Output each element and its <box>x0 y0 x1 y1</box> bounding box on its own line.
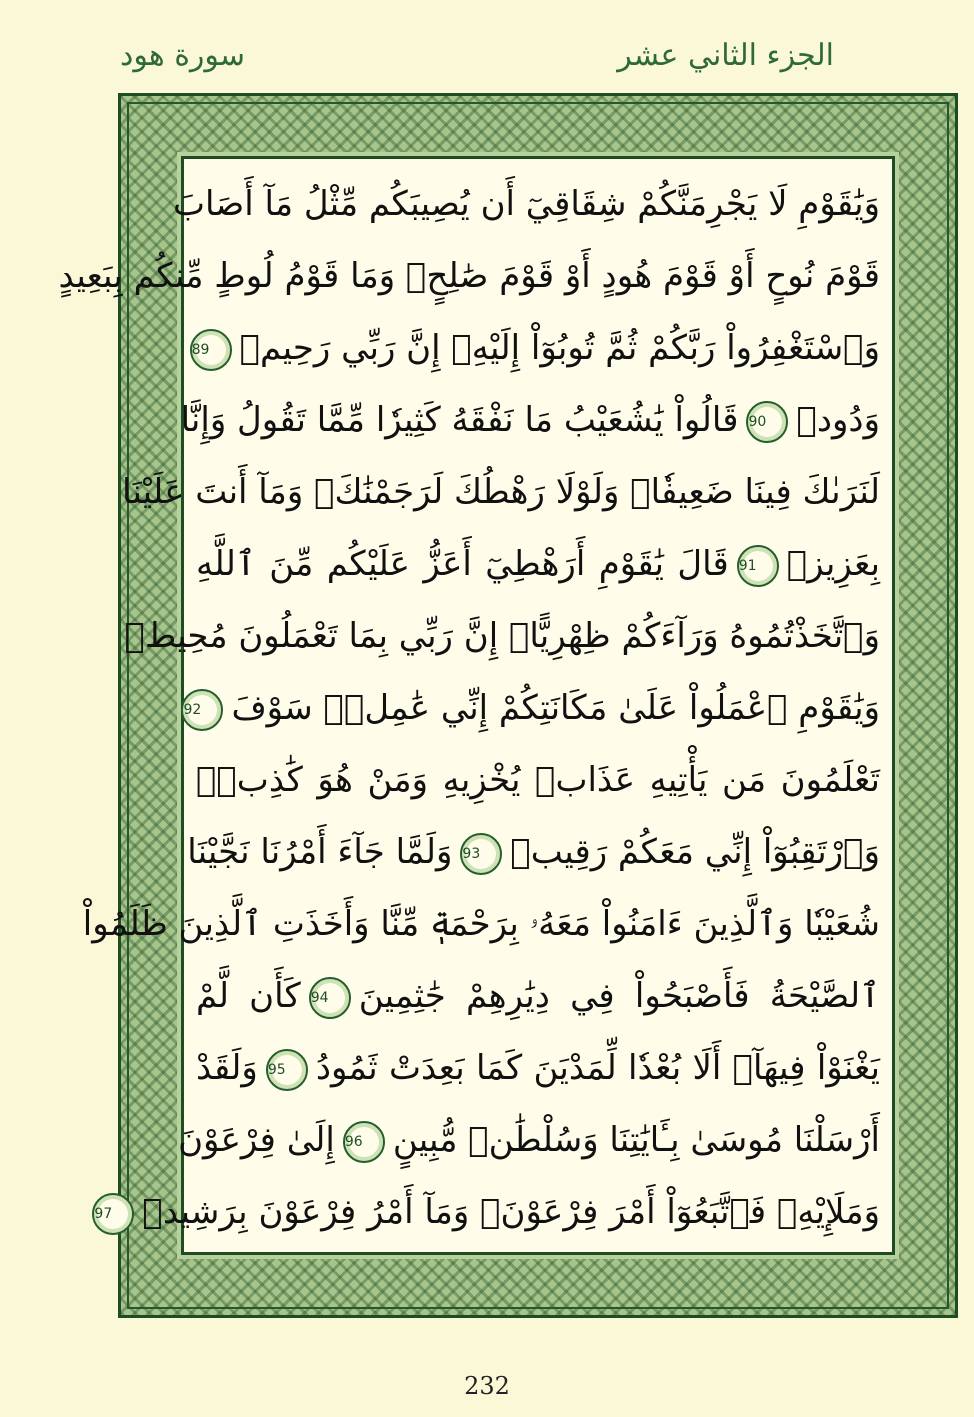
verse-text: وَيَٰقَوْمِ ٱعْمَلُواْ عَلَىٰ مَكَانَتِكُمْ إِنِّي عَٰمِلٞۖ سَوْفَ <box>231 688 880 728</box>
verse-line <box>173 169 880 239</box>
verse-text: شُعَيْبٗا وَٱلَّذِينَ ءَامَنُواْ مَعَهُۥ بِرَحْمَةٖ مِّنَّا وَأَخَذَتِ ٱلَّذِينَ ظَلَمُواْ <box>82 904 880 944</box>
verse-text: وَمَلَإِيْهِۦ فَٱتَّبَعُوٓاْ أَمْرَ فِرْعَوْنَۖ وَمَآ أَمْرُ فِرْعَوْنَ بِرَشِيدٖ <box>142 1192 880 1232</box>
verse-text: قَالَ يَٰقَوْمِ أَرَهْطِيٓ أَعَزُّ عَلَيْكُم مِّنَ ٱللَّهِ <box>196 544 729 584</box>
ayah-number-marker: 94 <box>309 977 351 1019</box>
verse-text: أَرْسَلْنَا مُوسَىٰ بِـَٔايَٰتِنَا وَسُلْطَٰنٖ مُّبِينٍ <box>392 1120 880 1160</box>
verse-text: تَعْلَمُونَ مَن يَأْتِيهِ عَذَابٞ يُخْزِيهِ وَمَنْ هُوَ كَٰذِبٞۖ <box>196 760 880 800</box>
verse-line <box>180 385 880 455</box>
verse-text: وَٱرْتَقِبُوٓاْ إِنِّي مَعَكُمْ رَقِيبٞ <box>510 832 880 872</box>
verse-text: بِعَزِيزٖ <box>786 544 880 584</box>
ornamental-border <box>58 93 958 1318</box>
verse-line <box>196 745 880 815</box>
verse-line <box>196 529 880 599</box>
verse-line <box>178 1105 880 1175</box>
verse-text: إِلَىٰ فِرْعَوْنَ <box>178 1120 335 1160</box>
verse-text: وَلَمَّا جَآءَ أَمْرُنَا نَجَّيْنَا <box>187 832 453 872</box>
verse-line <box>191 313 880 383</box>
surah-name: سورة هود <box>120 38 246 73</box>
verse-text: لَنَرَىٰكَ فِينَا ضَعِيفٗاۖ وَلَوْلَا رَهْطُكَ لَرَجَمْنَٰكَۖ وَمَآ أَنتَ عَلَيْنَا <box>121 472 880 512</box>
verse-text: وَلَقَدْ <box>196 1048 258 1088</box>
verse-text: وَيَٰقَوْمِ لَا يَجْرِمَنَّكُمْ شِقَاقِيٓ أَن يُصِيبَكُم مِّثْلُ مَآ أَصَابَ <box>173 184 880 224</box>
ayah-number-marker: 89 <box>190 329 232 371</box>
verse-text: وَٱسْتَغْفِرُواْ رَبَّكُمْ ثُمَّ تُوبُوٓاْ إِلَيْهِۚ إِنَّ رَبِّي رَحِيمٞ <box>239 328 880 368</box>
ayah-number-marker: 96 <box>343 1121 385 1163</box>
text-panel <box>58 156 895 1255</box>
ayah-number-marker: 90 <box>746 401 788 443</box>
verse-line <box>82 889 880 959</box>
verse-line <box>196 1033 880 1103</box>
verse-text: قَالُواْ يَٰشُعَيْبُ مَا نَفْقَهُ كَثِيرٗا مِّمَّا تَقُولُ وَإِنَّا <box>180 400 739 440</box>
verse-text: ٱلصَّيْحَةُ فَأَصْبَحُواْ فِي دِيَٰرِهِمْ جَٰثِمِينَ <box>358 976 880 1016</box>
juz-name: الجزء الثاني عشر <box>617 38 834 73</box>
verse-line <box>121 457 880 527</box>
verse-line <box>94 1177 880 1247</box>
ayah-number-marker: 92 <box>181 689 223 731</box>
verse-line <box>124 601 880 671</box>
verse-text: قَوْمَ نُوحٍ أَوْ قَوْمَ هُودٍ أَوْ قَوْمَ صَٰلِحٍۚ وَمَا قَوْمُ لُوطٍ مِّنكُم بِبَعِيدٍ <box>58 256 880 296</box>
verse-line <box>187 817 880 887</box>
verse-line <box>58 241 880 311</box>
verse-text: وَٱتَّخَذْتُمُوهُ وَرَآءَكُمْ ظِهْرِيًّاۖ إِنَّ رَبِّي بِمَا تَعْمَلُونَ مُحِيطٞ <box>124 616 880 656</box>
ayah-number-marker: 91 <box>737 545 779 587</box>
verse-line <box>183 673 880 743</box>
verse-line <box>196 961 880 1031</box>
page-number: 232 <box>464 1372 510 1400</box>
verse-text: وَدُودٞ <box>796 400 880 440</box>
page-header <box>0 0 974 95</box>
ayah-number-marker: 93 <box>460 833 502 875</box>
verse-lines <box>58 159 892 1252</box>
ayah-number-marker: 95 <box>266 1049 308 1091</box>
verse-text: كَأَن لَّمْ <box>196 976 301 1016</box>
ayah-number-marker: 97 <box>92 1193 134 1235</box>
verse-text: يَغْنَوْاْ فِيهَآۗ أَلَا بُعْدٗا لِّمَدْيَنَ كَمَا بَعِدَتْ ثَمُودُ <box>315 1048 880 1088</box>
